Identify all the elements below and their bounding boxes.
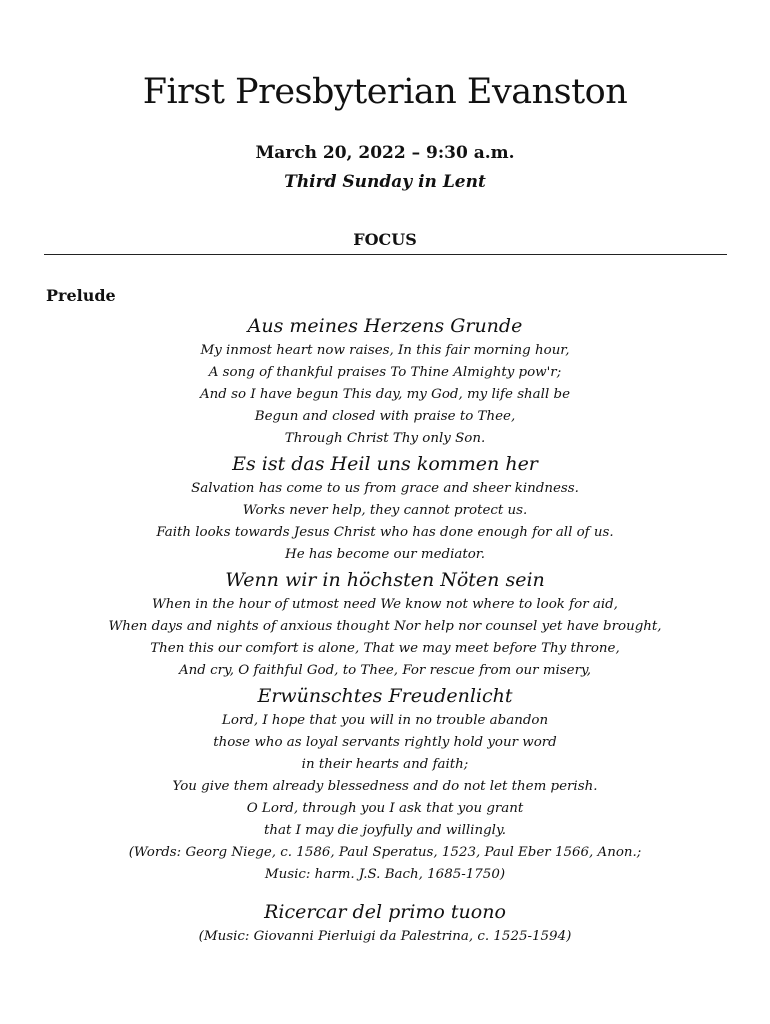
lyric-line: And so I have begun This day, my God, my life shall be bbox=[200, 387, 570, 402]
credit-line: (Words: Georg Niege, c. 1586, Paul Speratus, 1523, Paul Eber 1566, Anon.; bbox=[128, 845, 642, 860]
section-heading: FOCUS bbox=[353, 230, 417, 249]
lyric-line: those who as loyal servants rightly hold your word bbox=[213, 735, 557, 750]
lyric-line: in their hearts and faith; bbox=[301, 757, 469, 772]
piece-title: Erwünschtes Freudenlicht bbox=[257, 685, 513, 707]
lyric-line: And cry, O faithful God, to Thee, For rescue from our misery, bbox=[178, 663, 592, 678]
lyric-line: Through Christ Thy only Son. bbox=[284, 431, 486, 446]
prelude-content bbox=[0, 312, 770, 948]
lyric-line: When days and nights of anxious thought Nor help nor counsel yet have brought, bbox=[108, 619, 662, 634]
lyric-line: He has become our mediator. bbox=[285, 547, 485, 562]
lyric-line: You give them already blessedness and do not let them perish. bbox=[172, 779, 598, 794]
service-date: March 20, 2022 – 9:30 a.m. bbox=[255, 143, 515, 163]
lyric-line: O Lord, through you I ask that you grant bbox=[246, 801, 524, 816]
lyric-line: When in the hour of utmost need We know not where to look for aid, bbox=[152, 597, 618, 612]
piece-title: Aus meines Herzens Grunde bbox=[247, 315, 523, 337]
lyric-line: A song of thankful praises To Thine Almighty pow'r; bbox=[208, 365, 562, 380]
spacer bbox=[0, 886, 770, 898]
lyric-line: Salvation has come to us from grace and sheer kindness. bbox=[191, 481, 579, 496]
piece-title: Es ist das Heil uns kommen her bbox=[232, 453, 538, 475]
liturgical-day: Third Sunday in Lent bbox=[284, 172, 486, 192]
lyric-line: that I may die joyfully and willingly. bbox=[263, 823, 506, 838]
lyric-line: Works never help, they cannot protect us. bbox=[242, 503, 528, 518]
lyric-line: Faith looks towards Jesus Christ who has done enough for all of us. bbox=[156, 525, 614, 540]
credit-line: Music: harm. J.S. Bach, 1685-1750) bbox=[264, 867, 506, 882]
credit-line: (Music: Giovanni Pierluigi da Palestrina, c. 1525-1594) bbox=[198, 929, 572, 944]
piece-title: Wenn wir in höchsten Nöten sein bbox=[225, 569, 545, 591]
lyric-line: Lord, I hope that you will in no trouble abandon bbox=[221, 713, 549, 728]
lyric-line: Begun and closed with praise to Thee, bbox=[254, 409, 516, 424]
section-divider bbox=[44, 254, 727, 255]
lyric-line: Then this our comfort is alone, That we may meet before Thy throne, bbox=[150, 641, 620, 656]
lyric-line: My inmost heart now raises, In this fair morning hour, bbox=[200, 343, 570, 358]
church-title: First Presbyterian Evanston bbox=[142, 72, 628, 112]
piece-title: Ricercar del primo tuono bbox=[264, 901, 506, 923]
prelude-label: Prelude bbox=[46, 286, 116, 305]
